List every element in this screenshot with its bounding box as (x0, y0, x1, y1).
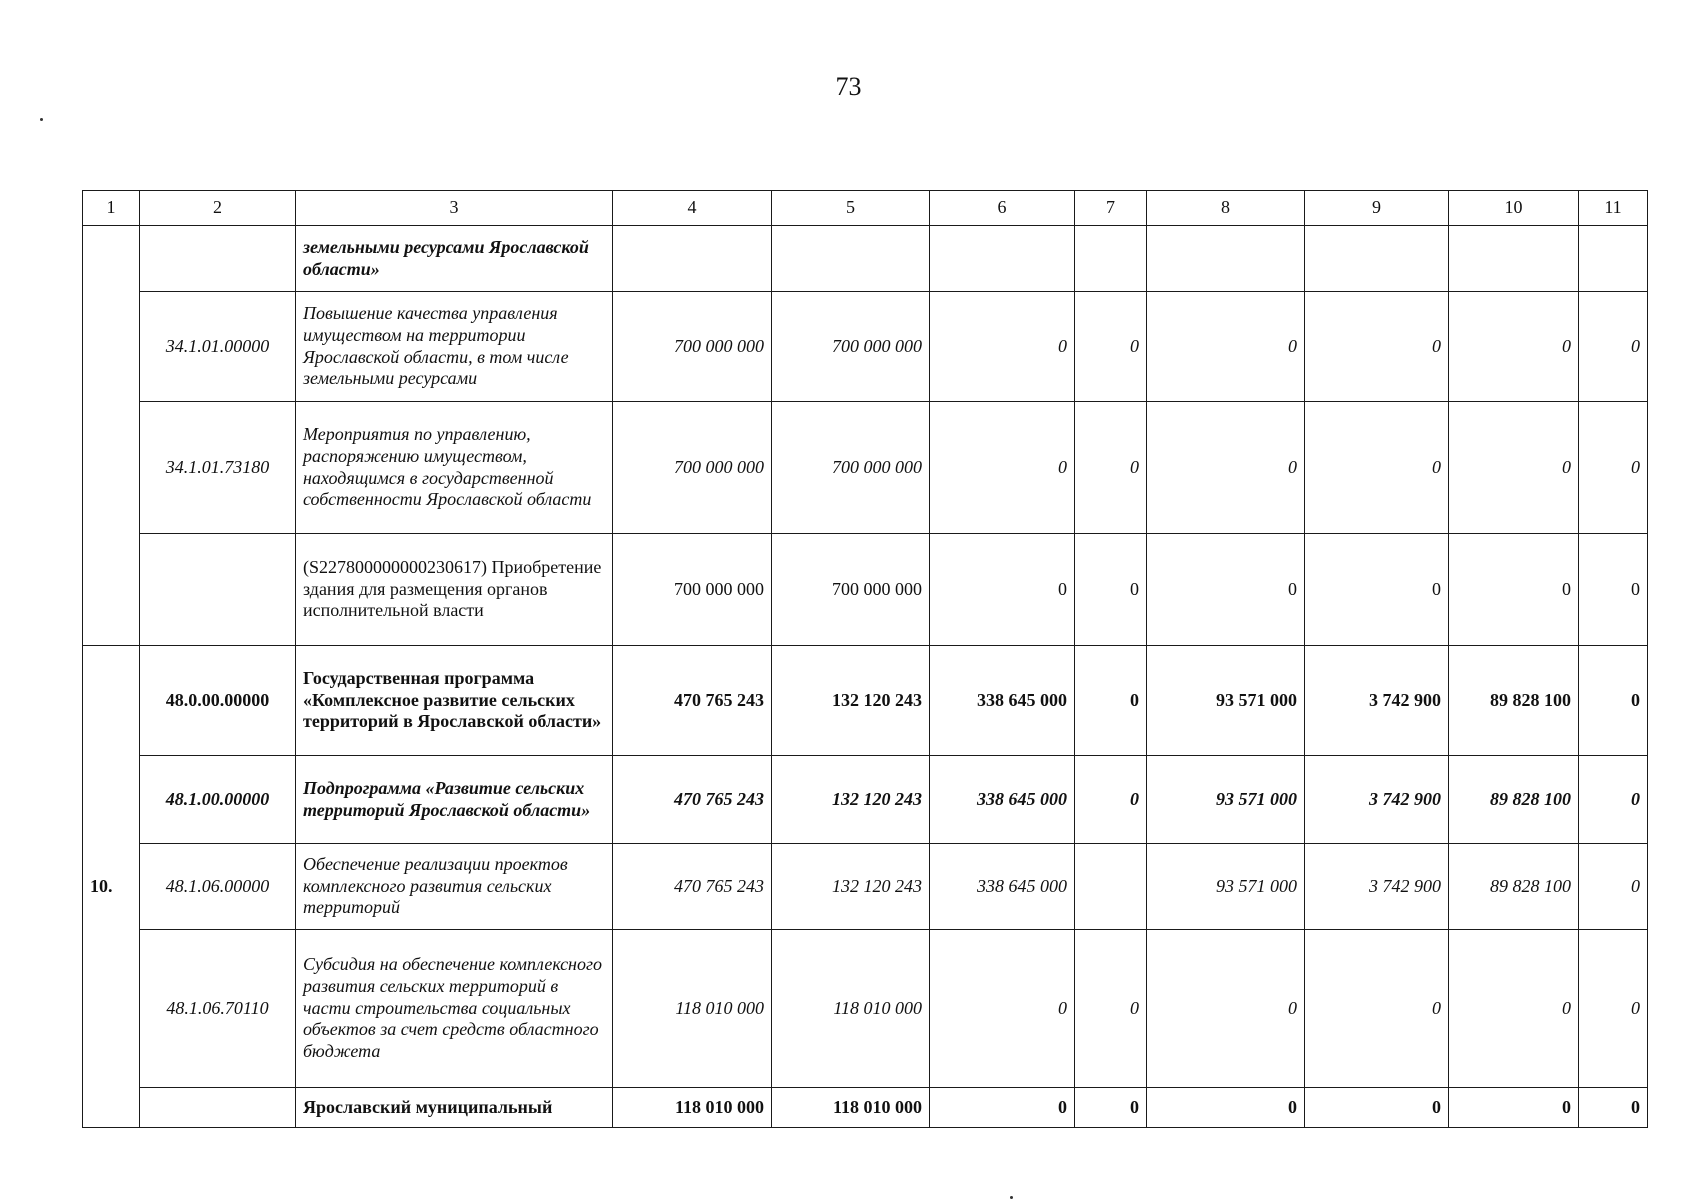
table-row (83, 646, 1648, 756)
value-cell: 0 (1305, 402, 1449, 534)
value-cell: 338 645 000 (930, 756, 1075, 844)
name-cell: земельными ресурсами Ярославской области» (296, 226, 613, 292)
name-cell: Мероприятия по управлению, распоряжению имуществом, находящимся в государственной собственности Ярославской области (296, 402, 613, 534)
scan-speck (40, 118, 43, 121)
row-number-cell (83, 226, 140, 646)
value-cell: 700 000 000 (613, 402, 772, 534)
row-number-cell: 10. (83, 646, 140, 1128)
value-cell: 338 645 000 (930, 646, 1075, 756)
page-number: 73 (835, 72, 862, 101)
value-cell: 700 000 000 (613, 292, 772, 402)
value-cell: 0 (1579, 1088, 1648, 1128)
value-cell: 0 (1075, 534, 1147, 646)
code-cell: 48.1.06.70110 (140, 930, 296, 1088)
value-cell: 93 571 000 (1147, 844, 1305, 930)
value-cell: 0 (1147, 534, 1305, 646)
value-cell: 700 000 000 (772, 402, 930, 534)
value-cell (1449, 226, 1579, 292)
table-row (83, 844, 1648, 930)
value-cell: 0 (1579, 844, 1648, 930)
value-cell: 0 (930, 534, 1075, 646)
value-cell: 118 010 000 (613, 1088, 772, 1128)
value-cell (930, 226, 1075, 292)
value-cell: 0 (1305, 292, 1449, 402)
value-cell: 0 (930, 292, 1075, 402)
scan-speck (1010, 1196, 1013, 1199)
value-cell (613, 226, 772, 292)
value-cell: 0 (1147, 930, 1305, 1088)
value-cell: 338 645 000 (930, 844, 1075, 930)
table-row (83, 226, 1648, 292)
value-cell: 3 742 900 (1305, 756, 1449, 844)
code-cell: 48.0.00.00000 (140, 646, 296, 756)
table-row (83, 1088, 1648, 1128)
value-cell: 0 (1305, 930, 1449, 1088)
name-cell: Субсидия на обеспечение комплексного развития сельских территорий в части строительства социальных объектов за счет средств областного бюджета (296, 930, 613, 1088)
code-cell: 48.1.00.00000 (140, 756, 296, 844)
value-cell: 0 (1579, 402, 1648, 534)
value-cell (1147, 226, 1305, 292)
value-cell: 700 000 000 (772, 292, 930, 402)
value-cell (772, 226, 930, 292)
value-cell: 0 (1579, 534, 1648, 646)
value-cell: 0 (1075, 402, 1147, 534)
value-cell: 0 (1075, 930, 1147, 1088)
column-header: 3 (296, 191, 613, 226)
column-header: 5 (772, 191, 930, 226)
value-cell: 3 742 900 (1305, 646, 1449, 756)
value-cell: 0 (1449, 534, 1579, 646)
value-cell: 132 120 243 (772, 756, 930, 844)
column-header: 7 (1075, 191, 1147, 226)
table-row (83, 930, 1648, 1088)
value-cell: 0 (1579, 646, 1648, 756)
value-cell: 0 (1075, 646, 1147, 756)
value-cell: 0 (930, 1088, 1075, 1128)
value-cell (1075, 226, 1147, 292)
table-row (83, 402, 1648, 534)
value-cell: 0 (1147, 402, 1305, 534)
value-cell: 0 (930, 930, 1075, 1088)
header-row (83, 191, 1648, 226)
name-cell: (S227800000000230617) Приобретение здания для размещения органов исполнительной власти (296, 534, 613, 646)
value-cell: 700 000 000 (772, 534, 930, 646)
name-cell: Обеспечение реализации проектов комплексного развития сельских территорий (296, 844, 613, 930)
value-cell: 132 120 243 (772, 844, 930, 930)
value-cell: 93 571 000 (1147, 756, 1305, 844)
name-cell: Ярославский муниципальный (296, 1088, 613, 1128)
table-row (83, 756, 1648, 844)
name-cell: Повышение качества управления имуществом на территории Ярославской области, в том числе земельными ресурсами (296, 292, 613, 402)
value-cell: 700 000 000 (613, 534, 772, 646)
value-cell: 89 828 100 (1449, 646, 1579, 756)
code-cell: 48.1.06.00000 (140, 844, 296, 930)
code-cell: 34.1.01.00000 (140, 292, 296, 402)
value-cell: 89 828 100 (1449, 756, 1579, 844)
value-cell: 0 (1147, 292, 1305, 402)
code-cell (140, 226, 296, 292)
code-cell: 34.1.01.73180 (140, 402, 296, 534)
table-row (83, 292, 1648, 402)
value-cell: 470 765 243 (613, 844, 772, 930)
value-cell: 118 010 000 (613, 930, 772, 1088)
value-cell: 132 120 243 (772, 646, 930, 756)
value-cell: 0 (1579, 292, 1648, 402)
column-header: 11 (1579, 191, 1648, 226)
value-cell: 0 (1305, 534, 1449, 646)
value-cell: 0 (1147, 1088, 1305, 1128)
value-cell: 470 765 243 (613, 646, 772, 756)
value-cell: 118 010 000 (772, 930, 930, 1088)
value-cell: 0 (1579, 756, 1648, 844)
value-cell: 3 742 900 (1305, 844, 1449, 930)
value-cell (1579, 226, 1648, 292)
name-cell: Государственная программа «Комплексное развитие сельских территорий в Ярославской области» (296, 646, 613, 756)
value-cell: 0 (1579, 930, 1648, 1088)
column-header: 10 (1449, 191, 1579, 226)
table-row (83, 534, 1648, 646)
value-cell: 118 010 000 (772, 1088, 930, 1128)
value-cell: 0 (1075, 1088, 1147, 1128)
column-header: 8 (1147, 191, 1305, 226)
value-cell: 0 (1449, 930, 1579, 1088)
column-header: 6 (930, 191, 1075, 226)
value-cell (1075, 844, 1147, 930)
value-cell: 89 828 100 (1449, 844, 1579, 930)
value-cell: 0 (1075, 756, 1147, 844)
code-cell (140, 1088, 296, 1128)
value-cell (1305, 226, 1449, 292)
value-cell: 470 765 243 (613, 756, 772, 844)
column-header: 4 (613, 191, 772, 226)
value-cell: 0 (1449, 402, 1579, 534)
value-cell: 0 (1449, 292, 1579, 402)
value-cell: 0 (1305, 1088, 1449, 1128)
value-cell: 93 571 000 (1147, 646, 1305, 756)
column-header: 2 (140, 191, 296, 226)
code-cell (140, 534, 296, 646)
value-cell: 0 (930, 402, 1075, 534)
value-cell: 0 (1075, 292, 1147, 402)
name-cell: Подпрограмма «Развитие сельских территорий Ярославской области» (296, 756, 613, 844)
column-header: 1 (83, 191, 140, 226)
budget-table (82, 190, 1648, 1128)
value-cell: 0 (1449, 1088, 1579, 1128)
column-header: 9 (1305, 191, 1449, 226)
